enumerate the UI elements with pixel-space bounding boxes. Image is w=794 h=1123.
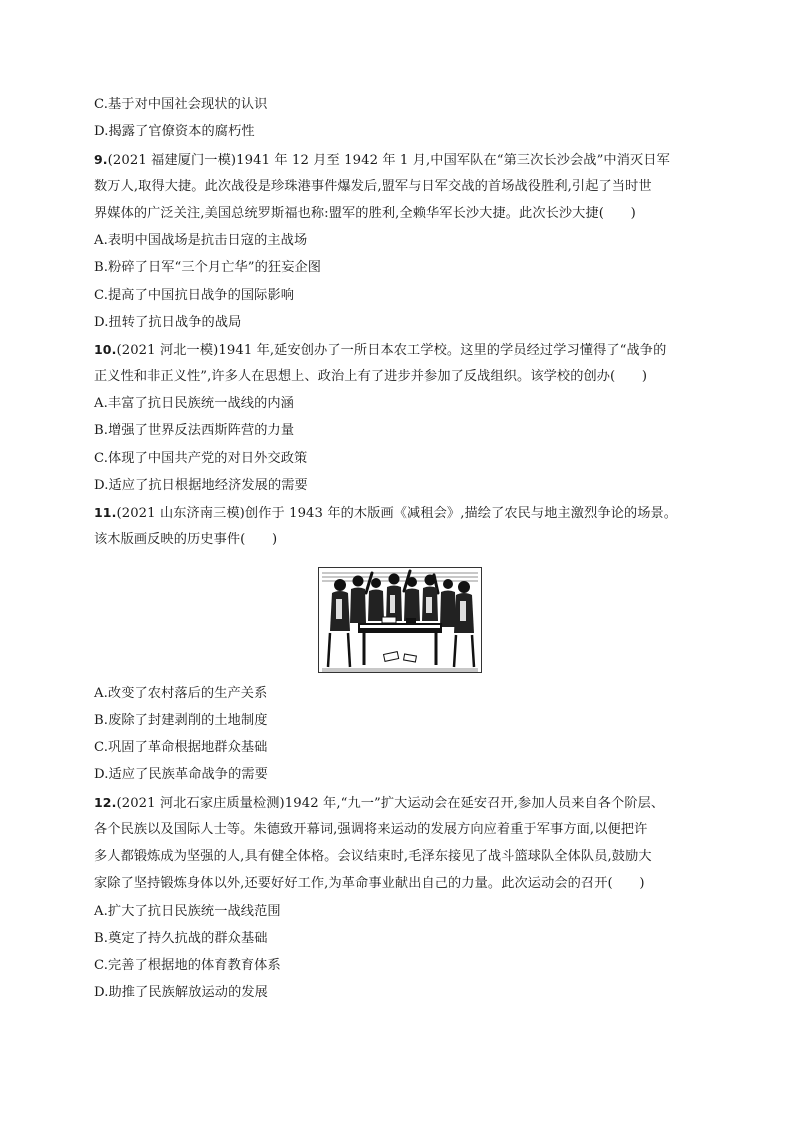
- q11-number: 11.: [94, 505, 117, 520]
- q11-option-c: C.巩固了革命根据地群众基础: [94, 740, 268, 755]
- q10-number: 10.: [94, 342, 117, 357]
- woodcut-rent-reduction-meeting-image: [318, 567, 482, 673]
- q9-option-d: D.扭转了抗日战争的战局: [94, 315, 242, 330]
- q9-stem-line-1: 9.(2021 福建厦门一模)1941 年 12 月至 1942 年 1 月,中国军队在“第三次长沙会战”中消灭日军: [94, 152, 670, 168]
- q10-option-a: A.丰富了抗日民族统一战线的内涵: [94, 396, 294, 411]
- q12-number: 12.: [94, 795, 117, 810]
- q8-option-c: C.基于对中国社会现状的认识: [94, 97, 268, 112]
- q9-option-a: A.表明中国战场是抗击日寇的主战场: [94, 233, 308, 248]
- q12-stem-line-4: 家除了坚持锻炼身体以外,还要好好工作,为革命事业献出自己的力量。此次运动会的召开( ): [94, 876, 645, 891]
- q12-stem-line-2: 各个民族以及国际人士等。朱德致开幕词,强调将来运动的发展方向应着重于军事方面,以便把许: [94, 822, 648, 837]
- q9-number: 9.: [94, 152, 108, 167]
- q9-option-b: B.粉碎了日军“三个月亡华”的狂妄企图: [94, 260, 322, 275]
- q11-stem-line-1: 11.(2021 山东济南三模)创作于 1943 年的木版画《减租会》,描绘了农民与地主激烈争论的场景。: [94, 505, 678, 521]
- q11-stem-line-2: 该木版画反映的历史事件( ): [94, 532, 278, 547]
- q11-option-a: A.改变了农村落后的生产关系: [94, 686, 268, 701]
- q10-stem-line-2: 正义性和非正义性”,许多人在思想上、政治上有了进步并参加了反战组织。该学校的创办( ): [94, 369, 648, 384]
- q11-option-b: B.废除了封建剥削的土地制度: [94, 713, 268, 728]
- q9-option-c: C.提高了中国抗日战争的国际影响: [94, 288, 295, 303]
- q10-option-d: D.适应了抗日根据地经济发展的需要: [94, 478, 308, 493]
- q8-option-d: D.揭露了官僚资本的腐朽性: [94, 124, 255, 139]
- q12-stem-line-1: 12.(2021 河北石家庄质量检测)1942 年,“九一”扩大运动会在延安召开,参加人员来自各个阶层、: [94, 795, 665, 811]
- q12-option-d: D.助推了民族解放运动的发展: [94, 985, 268, 1000]
- q12-option-c: C.完善了根据地的体育教育体系: [94, 958, 281, 973]
- q9-stem-line-3: 界媒体的广泛关注,美国总统罗斯福也称:盟军的胜利,全赖华军长沙大捷。此次长沙大捷( ): [94, 206, 636, 221]
- q10-option-c: C.体现了中国共产党的对日外交政策: [94, 451, 308, 466]
- q10-option-b: B.增强了世界反法西斯阵营的力量: [94, 423, 295, 438]
- q9-stem-line-2: 数万人,取得大捷。此次战役是珍珠港事件爆发后,盟军与日军交战的首场战役胜利,引起了当时世: [94, 179, 652, 194]
- q12-option-a: A.扩大了抗日民族统一战线范围: [94, 904, 281, 919]
- q12-stem-line-3: 多人都锻炼成为坚强的人,具有健全体格。会议结束时,毛泽东接见了战斗篮球队全体队员,鼓励大: [94, 849, 652, 864]
- q11-option-d: D.适应了民族革命战争的需要: [94, 767, 268, 782]
- q10-stem-line-1: 10.(2021 河北一模)1941 年,延安创办了一所日本农工学校。这里的学员经过学习懂得了“战争的: [94, 342, 667, 358]
- q12-option-b: B.奠定了持久抗战的群众基础: [94, 931, 268, 946]
